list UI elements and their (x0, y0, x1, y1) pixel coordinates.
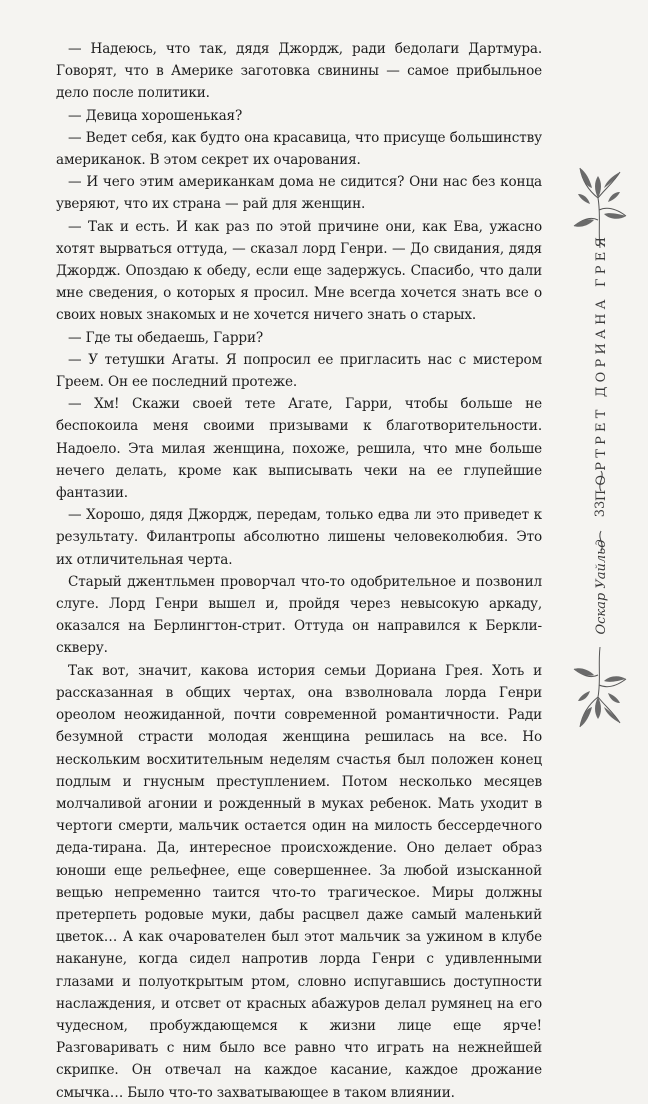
paragraph: — Ведет себя, как будто она красавица, что присуще большинству американок. В этом секрет их очарования. (56, 129, 542, 169)
paragraph: — Где ты обедаешь, Гарри? (68, 329, 264, 346)
page-number: 33 (593, 500, 608, 518)
main-text (56, 38, 542, 1104)
paragraph: — Так и есть. И как раз по этой причине они, как Ева, ужасно хотят вырваться оттуда, — сказал лорд Генри. — До свидания, дядя Джордж. Опоздаю к обеду, если еще задержусь. Спасибо, что дали мне сведения, о которых я просил. Мне всегда хочется знать все о своих новых знакомых и не хочется ничего знать о старых. (56, 218, 542, 324)
paragraph: — Девица хорошенькая? (68, 107, 243, 124)
paragraph: — Хорошо, дядя Джордж, передам, только едва ли это приведет к результату. Филантропы абсолютно лишены человеколюбия. Это их отличительная черта. (56, 507, 542, 568)
paragraph: — И чего этим американкам дома не сидится? Они нас без конца уверяют, что их страна — рай для женщин. (56, 174, 542, 213)
running-title: ПОРТРЕТ ДОРИАНА ГРЕЯ (594, 232, 609, 502)
paragraph: Старый джентльмен проворчал что-то одобрительное и позвонил слуге. Лорд Генри вышел и, пройдя через невысокую аркаду, оказался на Берлингтон-стрит. Оттуда он направился к Беркли-скверу. (56, 573, 542, 657)
author-name: Оскар Уайльд (594, 539, 609, 635)
paragraph: — Хм! Скажи своей тете Агате, Гарри, чтобы больше не беспокоила меня своими призывами к благотворительности. Надоело. Эта милая женщина, похоже, решила, что мне больше нечего делать, кроме как выписывать чеки на ее глупейшие фантазии. (56, 396, 542, 502)
lily-flower-ornament-icon (568, 645, 632, 735)
side-margin (573, 0, 628, 900)
paragraph: — Надеюсь, что так, дядя Джордж, ради бедолаги Дартмура. Говорят, что в Америке заготовка свинины — самое прибыльное дело после политики. (56, 41, 542, 102)
paragraph: — У тетушки Агаты. Я попросил ее пригласить нас с мистером Греем. Он ее последний протеже. (56, 351, 542, 391)
paragraph: Так вот, значит, какова история семьи Дориана Грея. Хоть и рассказанная в общих чертах, она взволновала лорда Генри ореолом неожиданной, почти современной романтичности. Ради безумной страсти молодая женщина решилась на все. Но нескольким восхитительным неделям счастья был положен конец подлым и гнусным преступлением. Потом несколько месяцев молчаливой агонии и рожденный в муках ребенок. Мать уходит в чертоги смерти, мальчик остается один на милость бессердечного деда-тирана. Да, интересное происхождение. Оно делает образ юноши еще рельефнее, еще совершеннее. За любой изысканной вещью непременно таится что-то трагическое. Миры должны претерпеть родовые муки, дабы расцвел даже самый маленький цветок… А как очарователен был этот мальчик за ужином в клубе накануне, когда сидел напротив лорда Генри с удивленными глазами и полуоткрытым ртом, словно испугавшись доступности наслаждения, и отсвет от красных абажуров делал румянец на его чудесном, пробуждающемся к жизни лице еще ярче! Разговаривать с ним было все равно что играть на нежнейшей скрипке. Он отвечал на каждое касание, каждое дрожание смычка… Было что-то захватывающее в таком влиянии. (56, 662, 542, 1101)
